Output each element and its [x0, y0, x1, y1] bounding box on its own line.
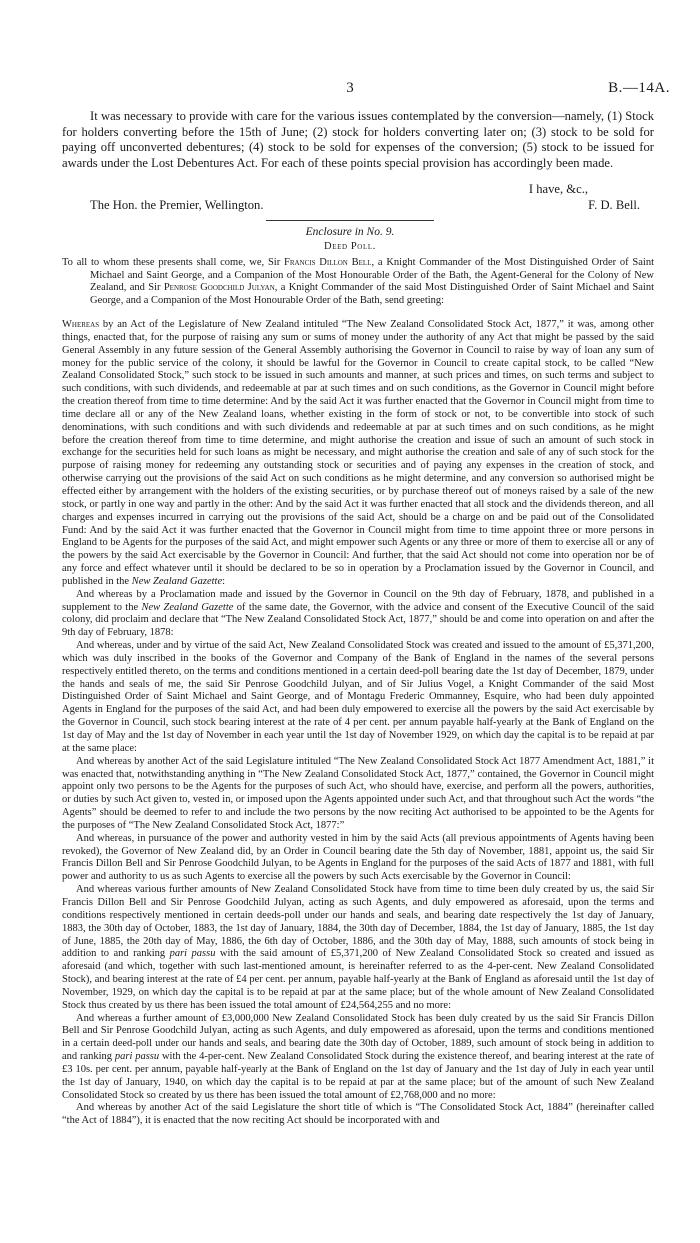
- recital-text: And whereas a further amount of £3,000,000 New Zealand Consolidated Stock has been duly created by us the said Sir Francis Dillon Bell and Sir Penrose Goodchild Julyan, acting as such Agents, and duly empowered as aforesaid, upon the terms and conditions mentioned in a certain deed-poll under our hands and seals, and bearing date the 30th day of October, 1889, such amount of stock being in addition to and ranking: [62, 1012, 654, 1063]
- deed-body: [62, 319, 654, 1128]
- address-text-3: , a Knight Commander of the said Most Distinguished Order of Saint Michael and Saint George, and a Companion of the Most Honourable Order of the Bath, send greeting:: [90, 282, 655, 306]
- recital-paragraph: [62, 1013, 654, 1103]
- agent-name-2: Penrose Goodchild Julyan: [163, 282, 275, 294]
- page-number: 3: [346, 80, 354, 96]
- recital-paragraph: [62, 319, 654, 589]
- deed-address: [62, 257, 654, 307]
- recital-text: And whereas by a Proclamation made and issued by the Governor in Council on the 9th day of February, 1878, and published in a supplement to the: [62, 588, 654, 613]
- agent-name-1: Francis Dillon Bell: [283, 257, 372, 268]
- latin-term: pari passu: [169, 948, 216, 960]
- recital-text: of the same date, the Governor, with the advice and consent of the Executive Council of the said colony, did proclaim and declare that “The New Zealand Consolidated Stock Act, 1877,” should be and come into operation on and after the 9th day of February, 1878:: [62, 601, 654, 639]
- enclosure-heading: Enclosure in No. 9.: [305, 226, 395, 238]
- recital-paragraph: [62, 589, 654, 640]
- recital-text: with the 4-per-cent. New Zealand Consolidated Stock during the existence thereof, and bearing interest at the rate of £3 10s. per cent. per annum, payable half-yearly at the Bank of England on the 1st day of January and the 1st day of July in each year until the 1st day of January, 1940, on which day the capital is to be repaid at par at the same place; but of the amount of such New Zealand Consolidated Stock so created by us there has been issued the total amount of £2,768,000 and no more:: [62, 1051, 654, 1101]
- recital-paragraph: And whereas, in pursuance of the power and authority vested in him by the said Acts (all previous appointments of Agents having been revoked), the Governor of New Zealand did, by an Order in Council bearing date the 5th day of November, 1881, appoint us, the said Sir Francis Dillon Bell and Sir Penrose Goodchild Julyan, to be Agents in England for the purposes of the said Acts of 1877 and 1881, with full power and authority to us as such Agents to exercise all the powers by such Acts exercisable by the Governor in Council:: [62, 832, 654, 883]
- recital-paragraph: And whereas by another Act of the said Legislature the short title of which is “The Consolidated Stock Act, 1884” (hereinafter called “the Act of 1884”), it is enacted that the now reciting Act should be incorporated with and: [62, 1102, 654, 1127]
- letter-paragraph: It was necessary to provide with care for the various issues contemplated by the conversion—namely, (1) Stock for holders converting before the 15th of June; (2) stock for holders converting later on; (3) stock to be sold for paying off unconverted debentures; (4) stock to be sold for expenses of the conversion; (5) stock to be issued for awards under the Lost Debentures Act. For each of these points special provision has accordingly been made.: [62, 109, 654, 170]
- letter-body: [62, 109, 654, 171]
- gazette-title: New Zealand Gazette: [131, 575, 223, 587]
- recital-paragraph: [62, 884, 654, 1012]
- recital-end: :: [222, 575, 226, 587]
- document-reference: B.—14A.: [608, 80, 670, 96]
- gazette-title: New Zealand Gazette: [141, 601, 234, 613]
- address-text-2: , a Knight Commander of the Most Distinguished Order of Saint Michael and Saint George, and a Companion of the Most Honourable Order of the Bath, the Agent-General for the Colony of New Zealand, and Sir: [90, 257, 654, 294]
- latin-term: pari passu: [114, 1051, 160, 1063]
- section-divider: [266, 220, 434, 221]
- recital-text: And whereas various further amounts of New Zealand Consolidated Stock have from time to time been duly created by us, the said Sir Francis Dillon Bell and Sir Penrose Goodchild Julyan, acting as such Agents, and duly empowered as aforesaid, upon the terms and conditions respectively mentioned in certain deeds-poll under our hands and seals, and bearing date respectively the 1st day of January, 1883, the 30th day of October, 1883, the 1st day of January, 1884, the 30th day of December, 1884, the 1st day of January, 1885, the 1st day of June, 1885, the 20th day of May, 1886, the 6th day of October, 1886, and the 30th day of May, 1888, such amounts of stock being in addition to and ranking: [62, 884, 654, 960]
- closing-salutation: I have, &c.,: [528, 182, 588, 196]
- address-text-1: To all to whom these presents shall come, we, Sir: [62, 257, 284, 268]
- signature: F. D. Bell.: [588, 198, 640, 212]
- recital-paragraph: And whereas by another Act of the said Legislature intituled “The New Zealand Consolidated Stock Act 1877 Amendment Act, 1881,” it was enacted that, notwithstanding anything in “The New Zealand Consolidated Stock Act, 1877,” contained, the Governor in Council might appoint only two persons to be the Agents for the purposes of such Act, who should have, exercise, and perform all the powers, authorities, or duties by such Act given to, vested in, or imposed upon the Agents appointed under such Act, and that throughout such Act the words “the Agents” should be deemed to refer to and include the two persons by the now reciting Act authorised to be appointed to be the Agents for the purposes of “The New Zealand Consolidated Stock Act, 1877:”: [62, 755, 654, 831]
- letter-closing: [62, 181, 654, 213]
- deed-poll-title: Deed Poll.: [324, 241, 376, 252]
- recital-text: by an Act of the Legislature of New Zealand intituled “The New Zealand Consolidated Stock Act, 1877,” it was, among other things, enacted that, for the purpose of raising any sum or sums of money under the authority of any Act that might be passed by the said General Assembly in any future session of the General Assembly authorising the Governor in Council to raise by way of loan any sum of money for the public service of the colony, it should be lawful for the Governor in Council to create capital stock, to be called “New Zealand Consolidated Stock,” such stock to be issued in such amounts and manner, at such prices and times, on such terms and subject to such conditions, with such dividends, and redeemable at par at such times and on such conditions, as the Governor in Council might before the creation thereof from time to time determine: And by the said Act it was further enacted that the Governor in Council might from time to time declare all or any of the New Zealand loans, whether existing in the form of stock or not, to be convertible into stock of such denominations, with such conditions and with such dividends and redeemable at par at such times and on such conditions, as he might before the creation thereof from time to time determine, and might authorise the creation and issue of such an amount of such stock in exchange for the securities held for such loans as might be necessary, and might authorise the creation and sale of any of such stock for the purpose of raising money for redeeming any outstanding stock or securities and of paying any expenses in the creation of stock, and otherwise carrying out the provisions of the said Act on such conditions as he might determine, and any conversion so authorised might be effected either by arrangement with the holders of the existing securities, or by purchase thereof out of moneys raised by a sale of the new stock, or partly in one way and partly in the other: And by the said Act it was further enacted that all stock and the dividends thereon, and all charges and expenses incurred in carrying out the provisions of the said Act, should be a charge on and be paid out of the Consolidated Fund: And by the said Act it was further enacted that the Governor in Council might from time to time appoint three or more persons in England to be Agents for the purposes of the said Act, and might empower such Agents or any three or more of them to exercise all or any of the powers by the said Act exercisable by the Governor in Council: And further, that the said Act should not come into operation nor be of any force and effect whatever until it should be declared to be so in operation by a Proclamation issued by the Governor in Council, and published in the: [62, 319, 654, 587]
- addressee: The Hon. the Premier, Wellington.: [90, 198, 264, 212]
- recital-paragraph: And whereas, under and by virtue of the said Act, New Zealand Consolidated Stock was created and issued to the amount of £5,371,200, which was duly inscribed in the books of the Governor and Company of the Bank of England in the names of the several persons respectively entitled thereto, on the terms and conditions mentioned in a certain deed-poll bearing date the 1st day of December, 1879, under the hands and seals of me, the said Sir Penrose Goodchild Julyan, and of Sir Julius Vogel, a Knight Commander of the said Most Distinguished Order of Saint Michael and Saint George, and of Montagu Frederic Ommanney, Esquire, who had been duly appointed Agents in England for the purposes of the said Act, and had been duly empowered to exercise all the powers by the said Act exercisable by the Governor in Council, such stock bearing interest at the rate of 4 per cent. per annum payable half-yearly at the Bank of England on the 1st day of May and the 1st day of November in each year until the 1st day of November 1929, on which day the capital is to be repaid at par at the same place:: [62, 640, 654, 754]
- address-paragraph: [62, 257, 654, 307]
- whereas-lead: Whereas: [62, 319, 100, 330]
- recital-text: with the said amount of £5,371,200 of New Zealand Consolidated Stock so created and issued as aforesaid (and which, together with such last-mentioned amount, is hereinafter referred to as the 4-per-cent. New Zealand Consolidated Stock), and bearing interest at the rate of £4 per cent. per annum, payable half-yearly at the Bank of England as aforesaid until the 1st day of November, 1929, on which day the capital is to be repaid at par at the same place; but of the whole amount of New Zealand Consolidated Stock thus created by us there has been issued the total amount of £24,564,255 and no more:: [62, 948, 654, 1011]
